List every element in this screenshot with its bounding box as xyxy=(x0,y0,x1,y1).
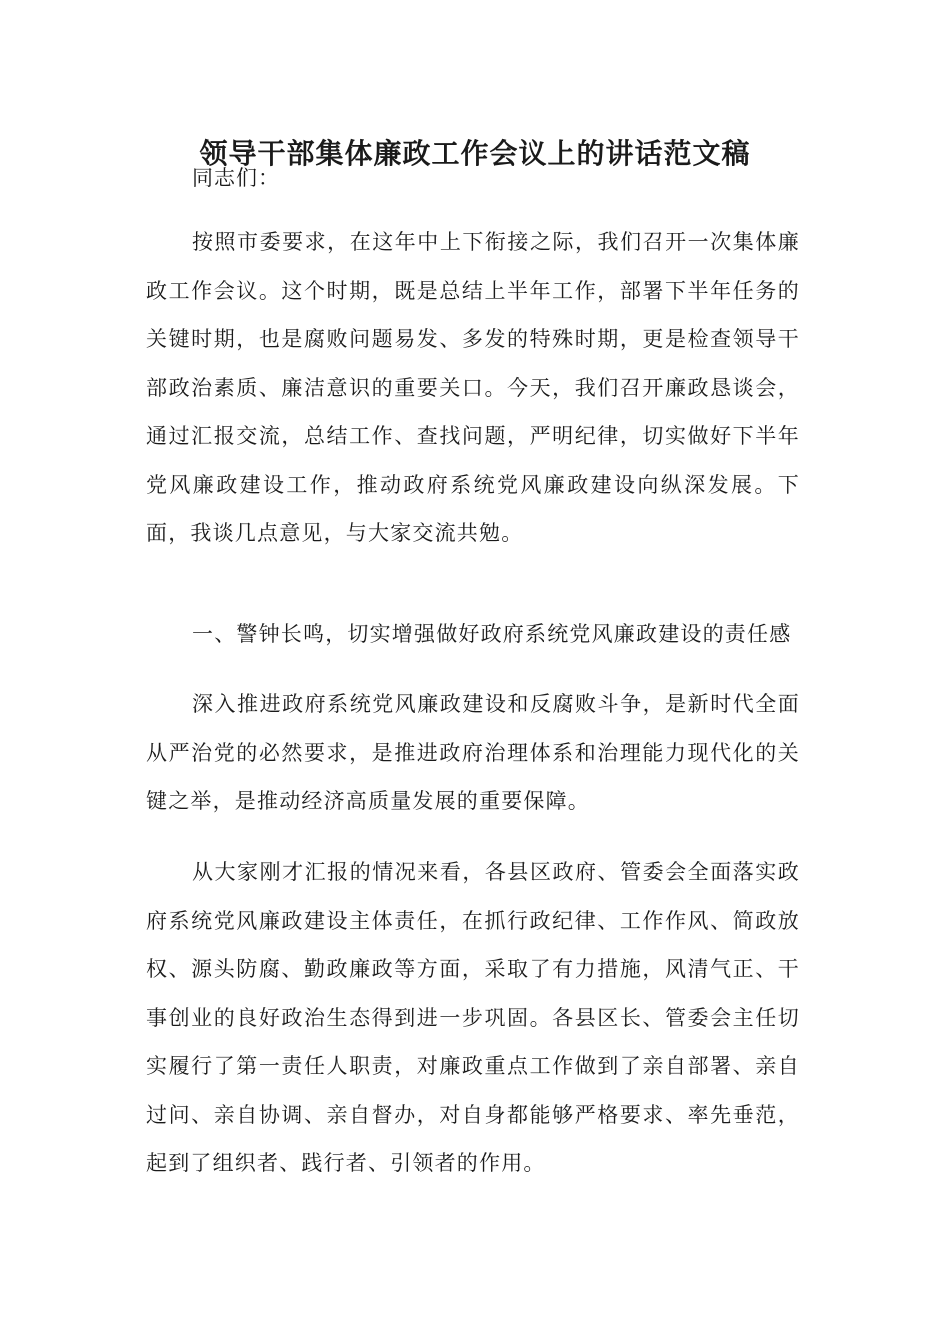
paragraph-intro: 按照市委要求，在这年中上下衔接之际，我们召开一次集体廉政工作会议。这个时期，既是总结上半年工作，部署下半年任务的关键时期，也是腐败问题易发、多发的特殊时期，更是检查领导干部政治素质、廉洁意识的重要关口。今天，我们召开廉政恳谈会，通过汇报交流，总结工作、查找问题，严明纪律，切实做好下半年党风廉政建设工作，推动政府系统党风廉政建设向纵深发展。下面，我谈几点意见，与大家交流共勉。 xyxy=(146,230,800,545)
paragraph-3: 从大家刚才汇报的情况来看，各县区政府、管委会全面落实政府系统党风廉政建设主体责任，在抓行政纪律、工作作风、简政放权、源头防腐、勤政廉政等方面，采取了有力措施，风清气正、干事创业的良好政治生态得到进一步巩固。各县区长、管委会主任切实履行了第一责任人职责，对廉政重点工作做到了亲自部署、亲自过问、亲自协调、亲自督办，对自身都能够严格要求、率先垂范，起到了组织者、践行者、引领者的作用。 xyxy=(146,860,800,1175)
paragraph-2: 深入推进政府系统党风廉政建设和反腐败斗争，是新时代全面从严治党的必然要求，是推进政府治理体系和治理能力现代化的关键之举，是推动经济高质量发展的重要保障。 xyxy=(146,692,800,813)
document-title: 领导干部集体廉政工作会议上的讲话范文稿 xyxy=(199,137,751,170)
section-heading-1: 一、警钟长鸣，切实增强做好政府系统党风廉政建设的责任感 xyxy=(192,622,792,646)
salutation: 同志们： xyxy=(192,166,280,190)
